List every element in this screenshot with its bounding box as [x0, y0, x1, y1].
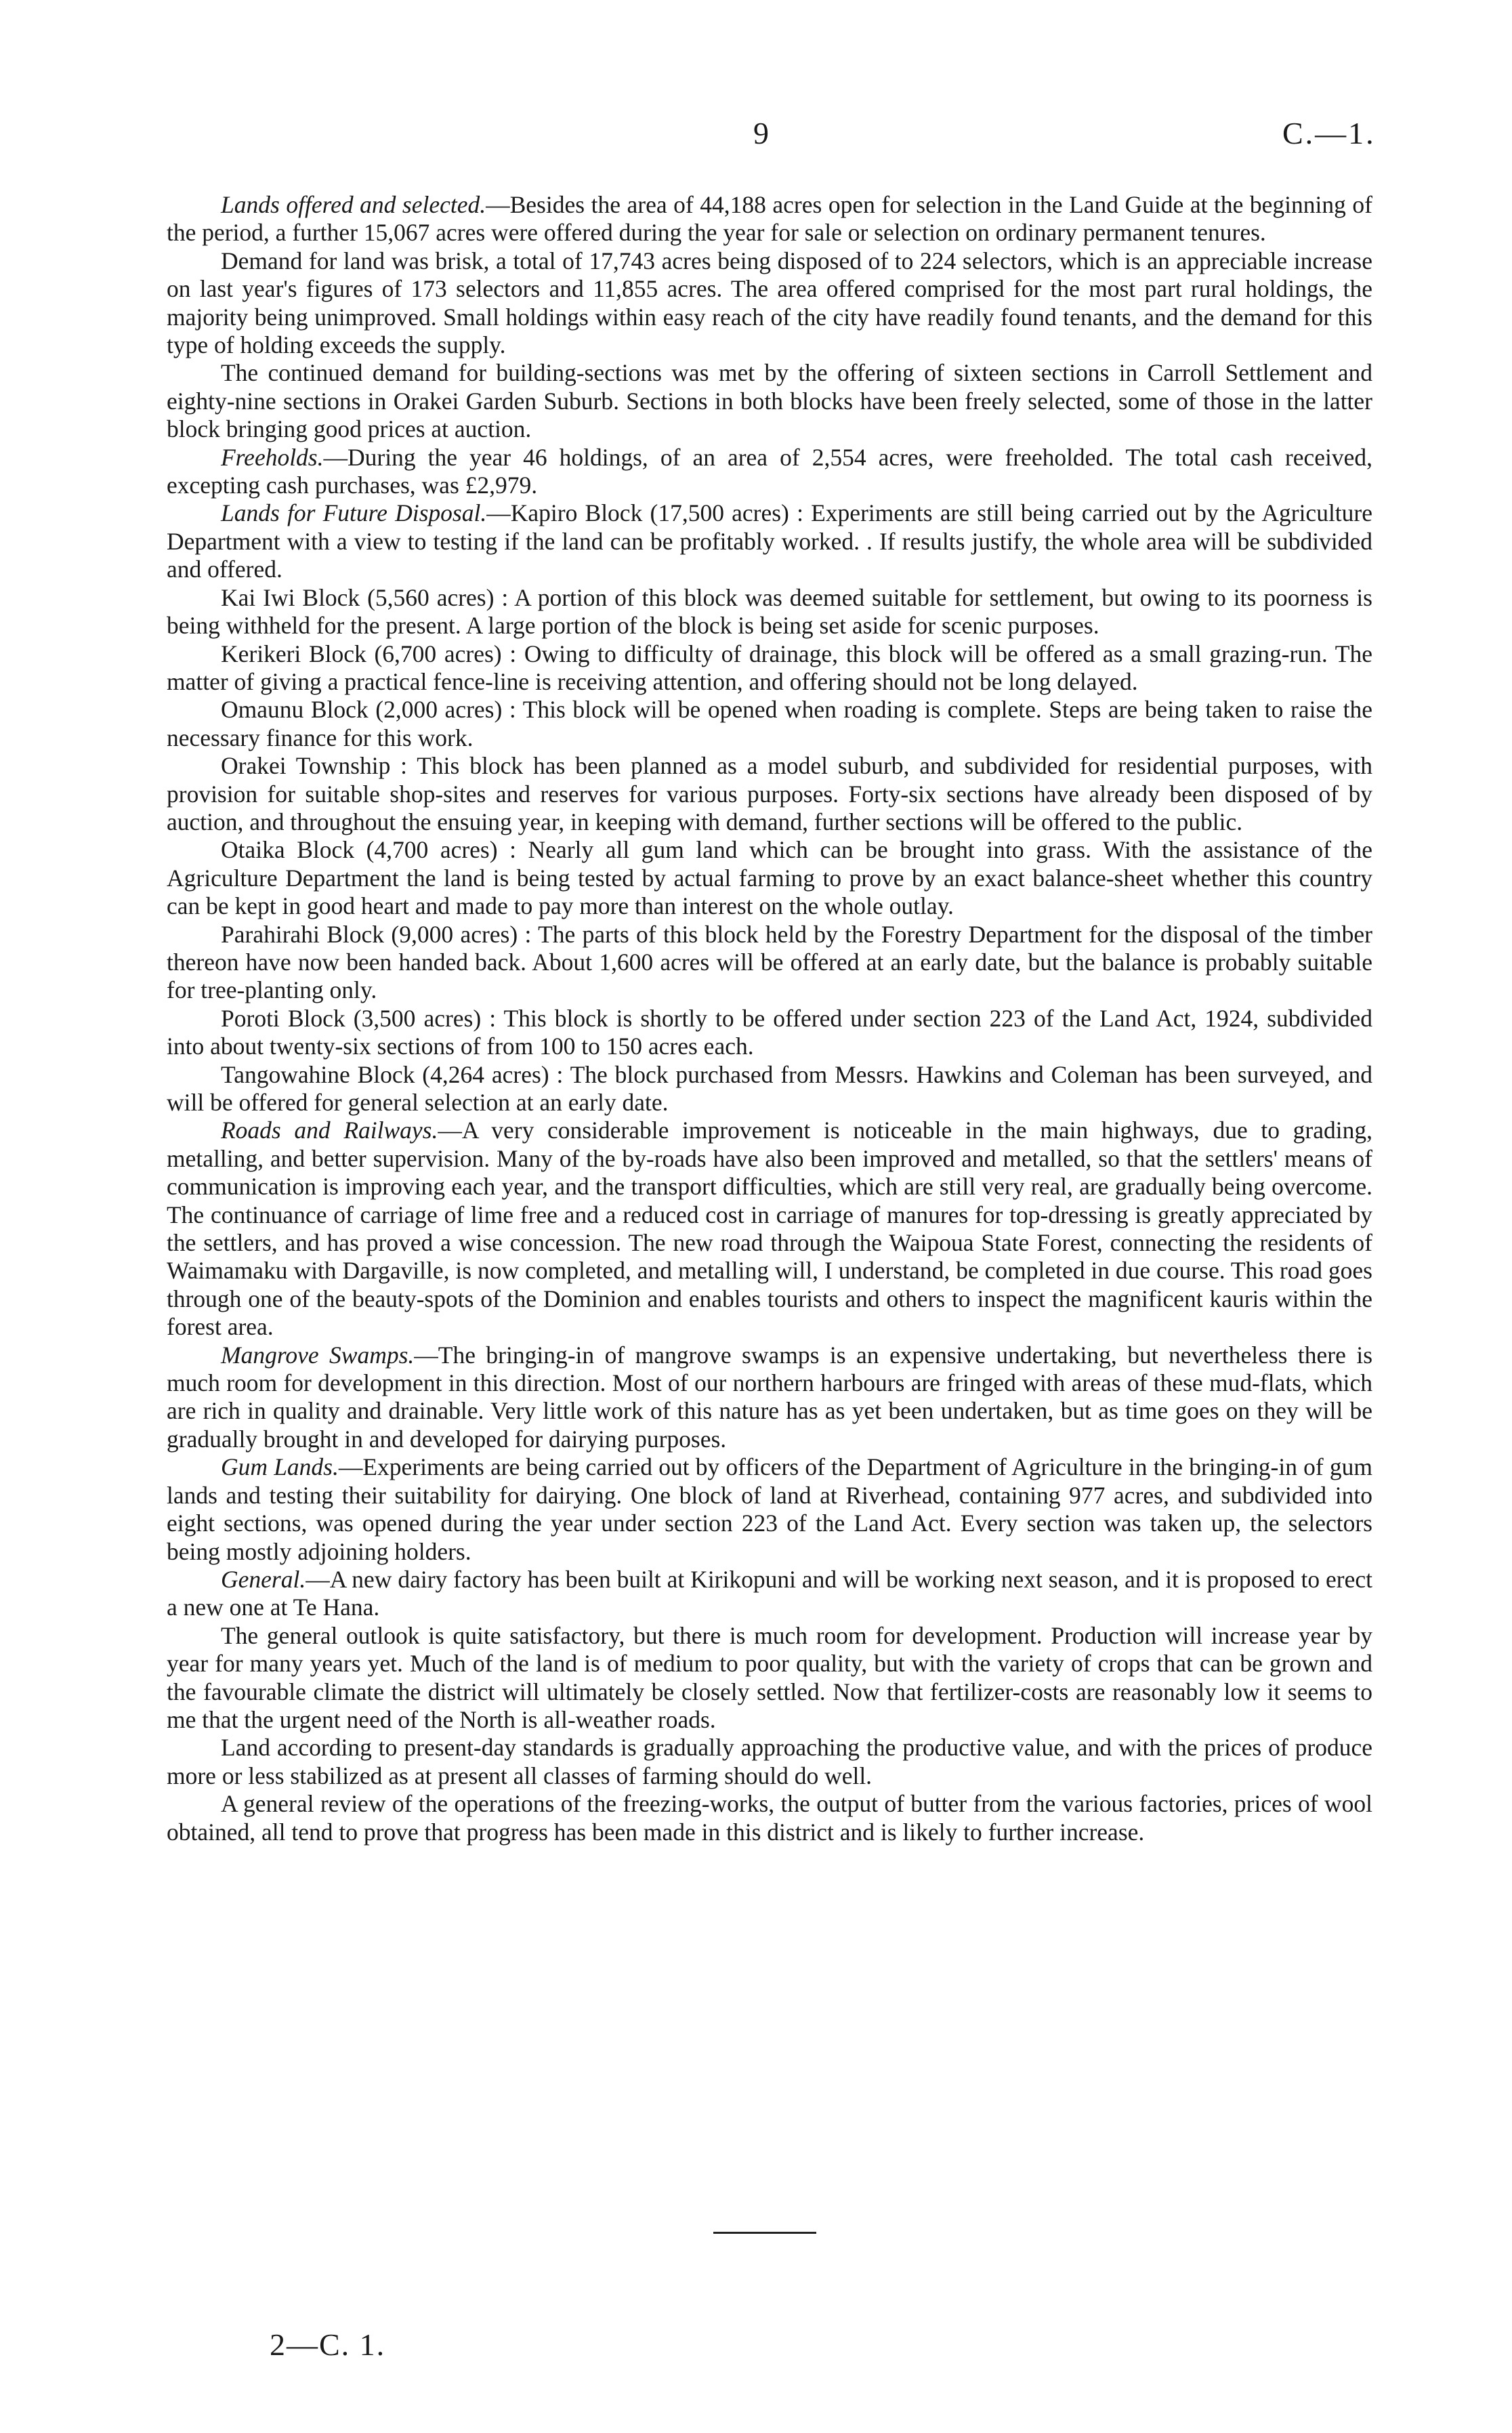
paragraph-otaika [167, 836, 1372, 920]
paragraph-general-review [167, 1790, 1372, 1846]
paragraph-text: —Besides the area of 44,188 acres open for selection in the Land Guide at the beginning of the period, a further 15,067 acres were offered during the year for sale or selection on ordinary permanent tenures. [167, 191, 1372, 247]
paragraph-heading: Roads and Railways. [221, 1117, 438, 1144]
paragraph-general [167, 1566, 1372, 1622]
paragraph-heading: Lands for Future Disposal. [221, 499, 487, 527]
paragraph-demand-for-land [167, 247, 1372, 360]
paragraph-gum-lands [167, 1453, 1372, 1566]
paragraph-kerikeri [167, 640, 1372, 696]
paragraph-text: A general review of the operations of the freezing-works, the output of butter from the various factories, prices of wool obtained, all tend to prove that progress has been made in this district and is likely to further increase. [167, 1790, 1372, 1846]
paragraph-text: Poroti Block (3,500 acres) : This block is shortly to be offered under section 223 of the Land Act, 1924, subdivided into about twenty-six sections of from 100 to 150 acres each. [167, 1004, 1372, 1060]
paragraph-text: —A new dairy factory has been built at Kirikopuni and will be working next season, and it is proposed to erect a new one at Te Hana. [167, 1565, 1372, 1621]
paragraph-text: The continued demand for building-sections was met by the offering of sixteen sections in Carroll Settlement and eighty-nine sections in Orakei Garden Suburb. Sections in both blocks have been freely selected, some of those in the latter block bringing good prices at auction. [167, 359, 1372, 443]
paragraph-text: Parahirahi Block (9,000 acres) : The parts of this block held by the Forestry Department for the disposal of the timber thereon have now been handed back. About 1,600 acres will be offered at an early date, but the balance is probably suitable for tree-planting only. [167, 920, 1372, 1004]
paragraph-heading: General. [221, 1565, 306, 1593]
paragraph-text: —The bringing-in of mangrove swamps is an expensive undertaking, but nevertheless there is much room for development in this direction. Most of our northern harbours are fringed with areas of these mud-flats, which are rich in quality and drainable. Very little work of this nature has as yet been undertaken, but as time goes on they will be gradually brought in and developed for dairying purposes. [167, 1341, 1373, 1453]
paragraph-roads-railways [167, 1117, 1372, 1341]
paragraph-text: —Kapiro Block (17,500 acres) : Experiments are still being carried out by the Agriculture Department with a view to testing if the land can be profitably worked. . If results justify, the whole area will be subdivided and offered. [167, 499, 1372, 583]
paragraph-general-outlook [167, 1622, 1372, 1734]
signature-mark: 2—C. 1. [270, 2327, 386, 2362]
paragraph-text: Demand for land was brisk, a total of 17,743 acres being disposed of to 224 selectors, which is an appreciable increase on last year's figures of 173 selectors and 11,855 acres. The area offered comprised for the most part rural holdings, the majority being unimproved. Small holdings within easy reach of the city have readily found tenants, and the demand for this type of holding exceeds the supply. [167, 247, 1372, 359]
paragraph-lands-offered [167, 191, 1372, 247]
paragraph-future-disposal [167, 499, 1372, 583]
paragraph-mangrove-swamps [167, 1342, 1372, 1454]
paragraph-tangowahine [167, 1061, 1372, 1117]
document-body [167, 191, 1372, 1846]
paragraph-text: —A very considerable improvement is noticeable in the main highways, due to grading, metalling, and better supervision. Many of the by-roads have also been improved and metalled, so that the settlers' means of communication is improving each year, and the transport difficulties, which are still very real, are gradually being overcome. The continuance of carriage of lime free and a reduced cost in carriage of manures for top-dressing is greatly appreciated by the settlers, and has proved a wise concession. The new road through the Waipoua State Forest, connecting the residents of Waimamaku with Dargaville, is now completed, and metalling will, I understand, be completed in due course. This road goes through one of the beauty-spots of the Dominion and enables tourists and others to inspect the magnificent kauris within the forest area. [167, 1117, 1373, 1341]
page-reference: C.—1. [1282, 116, 1376, 150]
paragraph-kai-iwi [167, 584, 1372, 640]
paragraph-text: Tangowahine Block (4,264 acres) : The block purchased from Messrs. Hawkins and Coleman has been surveyed, and will be offered for general selection at an early date. [167, 1060, 1372, 1116]
paragraph-heading: Lands offered and selected. [221, 191, 486, 218]
paragraph-orakei-township [167, 752, 1372, 836]
paragraph-heading: Freeholds. [221, 443, 324, 471]
paragraph-productive-value [167, 1734, 1372, 1790]
paragraph-text: —During the year 46 holdings, of an area of 2,554 acres, were freeholded. The total cash received, excepting cash purchases, was £2,979. [167, 443, 1372, 499]
paragraph-text: —Experiments are being carried out by officers of the Department of Agriculture in the bringing-in of gum lands and testing their suitability for dairying. One block of land at Riverhead, containing 977 acres, and subdivided into eight sections, was opened during the year under section 223 of the Land Act. Every section was taken up, the selectors being mostly adjoining holders. [167, 1453, 1372, 1565]
paragraph-omaunu [167, 696, 1372, 752]
paragraph-freeholds [167, 444, 1372, 500]
paragraph-text: Land according to present-day standards is gradually approaching the productive value, and with the prices of produce more or less stabilized as at present all classes of farming should do well. [167, 1734, 1372, 1789]
paragraph-heading: Gum Lands. [221, 1453, 339, 1481]
paragraph-heading: Mangrove Swamps. [221, 1341, 415, 1369]
paragraph-building-sections [167, 359, 1372, 443]
paragraph-text: Omaunu Block (2,000 acres) : This block will be opened when roading is complete. Steps are being taken to raise the necessary finance for this work. [167, 696, 1372, 751]
paragraph-text: Otaika Block (4,700 acres) : Nearly all gum land which can be brought into grass. With the assistance of the Agriculture Department the land is being tested by actual farming to prove by an exact balance-sheet whether this country can be kept in good heart and made to pay more than interest on the whole outlay. [167, 836, 1372, 920]
section-divider [713, 2232, 816, 2234]
paragraph-text: Kerikeri Block (6,700 acres) : Owing to difficulty of drainage, this block will be offered as a small grazing-run. The matter of giving a practical fence-line is receiving attention, and offering should not be long delayed. [167, 640, 1372, 695]
paragraph-parahirahi [167, 921, 1372, 1005]
paragraph-text: Orakei Township : This block has been planned as a model suburb, and subdivided for residential purposes, with provision for suitable shop-sites and reserves for various purposes. Forty-six sections have already been disposed of by auction, and throughout the ensuing year, in keeping with demand, further sections will be offered to the public. [167, 752, 1372, 835]
paragraph-poroti [167, 1005, 1372, 1061]
paragraph-text: The general outlook is quite satisfactory, but there is much room for development. Production will increase year by year for many years yet. Much of the land is of medium to poor quality, but with the variety of crops that can be grown and the favourable climate the district will ultimately be closely settled. Now that fertilizer-costs are reasonably low it seems to me that the urgent need of the North is all-weather roads. [167, 1621, 1372, 1733]
page-number: 9 [753, 116, 770, 150]
paragraph-text: Kai Iwi Block (5,560 acres) : A portion of this block was deemed suitable for settlement, but owing to its poorness is being withheld for the present. A large portion of the block is being set aside for scenic purposes. [167, 583, 1372, 640]
